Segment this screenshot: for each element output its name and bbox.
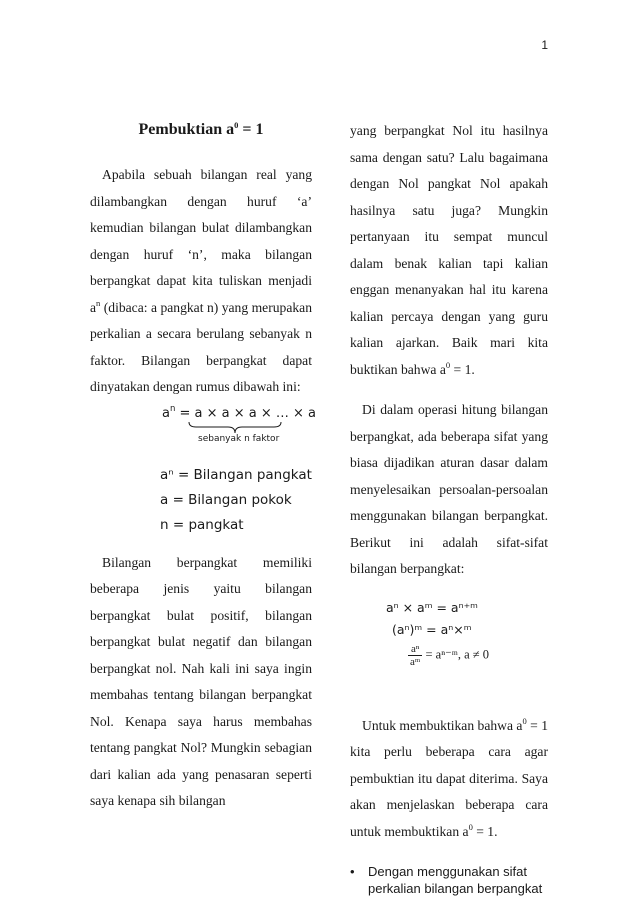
formula-base: a [162, 405, 170, 421]
title-base: Pembuktian a [138, 121, 235, 138]
underbrace-label: sebanyak n faktor [198, 433, 280, 444]
property-product: aⁿ × aᵐ = aⁿ⁺ᵐ [386, 599, 478, 615]
intro-paragraph [90, 162, 312, 401]
document-title [90, 120, 312, 140]
left-column [90, 118, 317, 815]
definitions-list [160, 463, 312, 538]
quotient-result: = aⁿ⁻ᵐ, a ≠ 0 [422, 646, 490, 661]
quotient-fraction [408, 643, 422, 668]
proof-text-part3: = 1. [472, 823, 498, 839]
proof-text-part1: Untuk membuktikan bahwa a [362, 717, 523, 733]
definition-base: a = Bilangan pokok [160, 491, 292, 508]
power-definition-formula [90, 401, 317, 463]
proof-intro-paragraph [350, 713, 548, 846]
title-superscript: 0 [234, 120, 239, 130]
formula-product: = a × a × a × … × a [175, 405, 317, 421]
proof-superscript-2: 0 [468, 821, 473, 832]
intro-text-part2: (dibaca: a pangkat n) yang merupakan perkalian a secara berulang sebanyak n faktor. Bilangan berpangkat dapat dinyatakan dengan rumus dibawah ini: [90, 299, 312, 394]
page-number: 1 [541, 38, 548, 52]
fraction-numerator: aⁿ [408, 643, 422, 656]
definition-exponent: n = pangkat [160, 516, 244, 533]
exponent-properties [386, 597, 548, 681]
properties-intro-paragraph: Di dalam operasi hitung bilangan berpangkat, ada beberapa sifat yang biasa dijadikan aturan dasar dalam menyelesaikan persoalan-persoalan menggunakan bilangan berpangkat. Berikut ini adalah sifat-sifat bilangan berpangkat: [350, 402, 548, 576]
question-superscript: 0 [445, 359, 451, 370]
intro-text-part1: Apabila sebuah bilangan real yang dilambangkan dengan huruf ‘a’ kemudian bilangan bulat dilambangkan dengan huruf ‘n’, maka bilangan berpangkat dapat kita tuliskan menjadi a [90, 167, 312, 315]
question-text-part1: yang berpangkat Nol itu hasilnya sama dengan satu? Lalu bagaimana dengan Nol pangkat Nol apakah hasilnya satu juga? Mungkin pertanyaan itu sempat muncul dalam benak kalian tapi kalian enggan menanyakan hal itu karena kalian percaya dengan yang guru kalian ajarkan. Baik mari kita buktikan bahwa a [350, 123, 548, 377]
proof-text-part2: = 1 kita perlu beberapa cara agar pembuktian itu dapat diterima. Saya akan menjelaskan beberapa cara untuk membuktikan a [350, 717, 548, 839]
formula-exponent: n [169, 403, 176, 414]
definition-power: aⁿ = Bilangan pangkat [160, 466, 312, 483]
bullet-icon: • [350, 864, 355, 879]
question-paragraph [350, 118, 548, 383]
bullet-list-item [350, 863, 548, 897]
question-text-part2: = 1. [450, 361, 475, 377]
proof-superscript-1: 0 [522, 715, 527, 726]
fraction-denominator: aᵐ [410, 655, 421, 668]
title-equals: = 1 [238, 121, 264, 138]
bullet-text: Dengan menggunakan sifat perkalian bilangan berpangkat [368, 864, 543, 896]
property-power: (aⁿ)ᵐ = aⁿ×ᵐ [392, 621, 472, 637]
types-paragraph: Bilangan berpangkat memiliki beberapa jenis yaitu bilangan berpangkat bulat positif, bilangan berpangkat bulat negatif dan bilangan berpangkat nol. Nah kali ini saya ingin membahas tentang bilangan berpangkat Nol. Kenapa saya harus membahas tentang pangkat Nol? Mungkin sebagian dari kalian ada yang penasaran seperti saya kenapa sih bilangan [90, 554, 312, 808]
intro-superscript: n [96, 297, 101, 308]
property-quotient [408, 643, 489, 668]
right-column [350, 118, 548, 897]
